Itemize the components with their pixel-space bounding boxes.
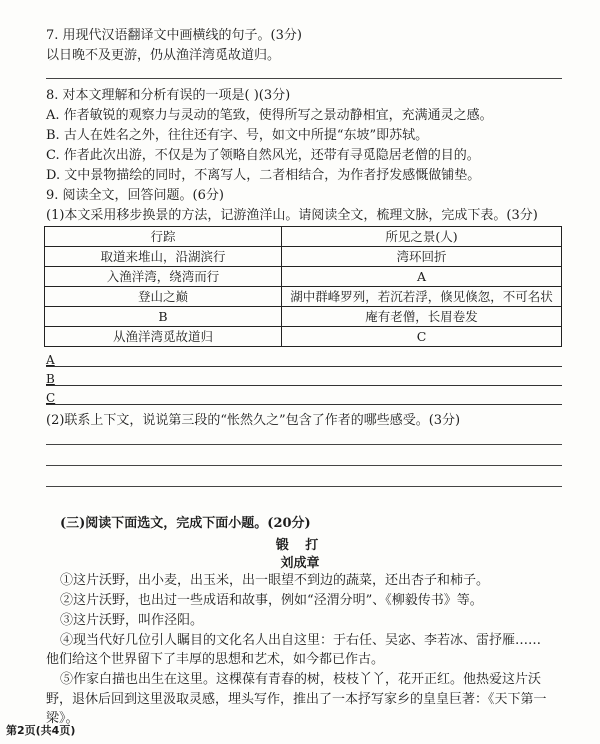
q8-option-c: C. 作者此次出游，不仅是为了领略自然风光，还带有寻觅隐居老僧的目的。 xyxy=(46,148,480,163)
table-header-scenery: 所见之景(人) xyxy=(282,227,562,247)
section3-heading: (三)阅读下面选文，完成下面小题。(20分) xyxy=(60,516,311,531)
q8-prompt: 8. 对本文理解和分析有误的一项是( )(3分) xyxy=(46,88,291,103)
page-footer: 第2页(共4页) xyxy=(6,724,76,737)
table-cell: 入渔洋湾，绕湾而行 xyxy=(45,267,282,287)
answer-line-a[interactable] xyxy=(46,352,562,367)
q7-prompt: 7. 用现代汉语翻译文中画横线的句子。(3分) xyxy=(46,28,302,43)
table-row xyxy=(45,287,562,307)
table-row xyxy=(45,307,562,327)
q9-sub1: (1)本文采用移步换景的方法，记游渔洋山。请阅读全文，梳理文脉，完成下表。(3分) xyxy=(46,208,538,223)
q9-answer-line-1[interactable] xyxy=(46,444,562,445)
route-scenery-table xyxy=(44,226,562,347)
answer-line-c[interactable] xyxy=(46,390,562,405)
paragraph-5-cont: 野，退休后回到这里汲取灵感，埋头写作，推出了一本抒写家乡的皇皇巨著：《天下第一 xyxy=(46,692,547,707)
q8-option-b: B. 古人在姓名之外，往往还有字、号，如文中所提“东坡”即苏轼。 xyxy=(46,128,429,143)
paragraph-3: ③这片沃野，叫作泾阳。 xyxy=(60,613,204,628)
q9-prompt: 9. 阅读全文，回答问题。(6分) xyxy=(46,188,224,203)
paragraph-4: ④现当代好几位引人瞩目的文化名人出自这里：于右任、吴宓、李若冰、雷抒雁…… xyxy=(60,633,542,648)
table-cell: 湾环回折 xyxy=(282,247,562,267)
q7-sentence: 以日晚不及更游，仍从渔洋湾觅故道归。 xyxy=(46,48,281,63)
table-cell: 庵有老僧，长眉卷发 xyxy=(282,307,562,327)
article-title: 锻 打 xyxy=(275,538,325,553)
paragraph-4-cont: 他们给这个世界留下了丰厚的思想和艺术，如今都已作古。 xyxy=(46,652,385,667)
table-cell: 登山之巅 xyxy=(45,287,282,307)
answer-line-b[interactable] xyxy=(46,371,562,386)
q8-option-a: A. 作者敏锐的观察力与灵动的笔致，使得所写之景动静相宜，充满通灵之感。 xyxy=(46,108,493,123)
answer-label-a: A xyxy=(46,353,55,367)
q9-answer-line-2[interactable] xyxy=(46,465,562,466)
table-row xyxy=(45,267,562,287)
table-header-route: 行踪 xyxy=(45,227,282,247)
answer-label-c: C xyxy=(46,391,56,405)
table-cell-blank-a[interactable]: A xyxy=(282,267,562,287)
paragraph-1: ①这片沃野，出小麦，出玉米，出一眼望不到边的蔬菜，还出杏子和柿子。 xyxy=(60,573,490,588)
table-cell-blank-c[interactable]: C xyxy=(282,327,562,347)
paragraph-5: ⑤作家白描也出生在这里。这棵葆有青春的树，枝枝丫丫，花开正红。他热爱这片沃 xyxy=(60,672,542,687)
paragraph-2: ②这片沃野，也出过一些成语和故事，例如“泾渭分明”、《柳毅传书》等。 xyxy=(60,593,483,608)
q7-answer-line[interactable] xyxy=(46,78,562,79)
table-cell: 湖中群峰罗列，若沉若浮，倏见倏忽，不可名状 xyxy=(282,287,562,307)
table-cell: 取道来堆山，沿湖滨行 xyxy=(45,247,282,267)
table-cell: 从渔洋湾觅故道归 xyxy=(45,327,282,347)
q9-answer-line-3[interactable] xyxy=(46,486,562,487)
table-row xyxy=(45,247,562,267)
paragraph-5-end: 梁》。 xyxy=(46,711,79,726)
answer-label-b: B xyxy=(46,372,55,386)
q8-option-d: D. 文中景物描绘的同时，不离写人，二者相结合，为作者抒发感慨做铺垫。 xyxy=(46,168,481,183)
article-author: 刘成章 xyxy=(280,556,320,571)
table-cell-blank-b[interactable]: B xyxy=(45,307,282,327)
table-row xyxy=(45,327,562,347)
q9-sub2: (2)联系上下文，说说第三段的“怅然久之”包含了作者的哪些感受。(3分) xyxy=(46,413,461,428)
table-header-row xyxy=(45,227,562,247)
